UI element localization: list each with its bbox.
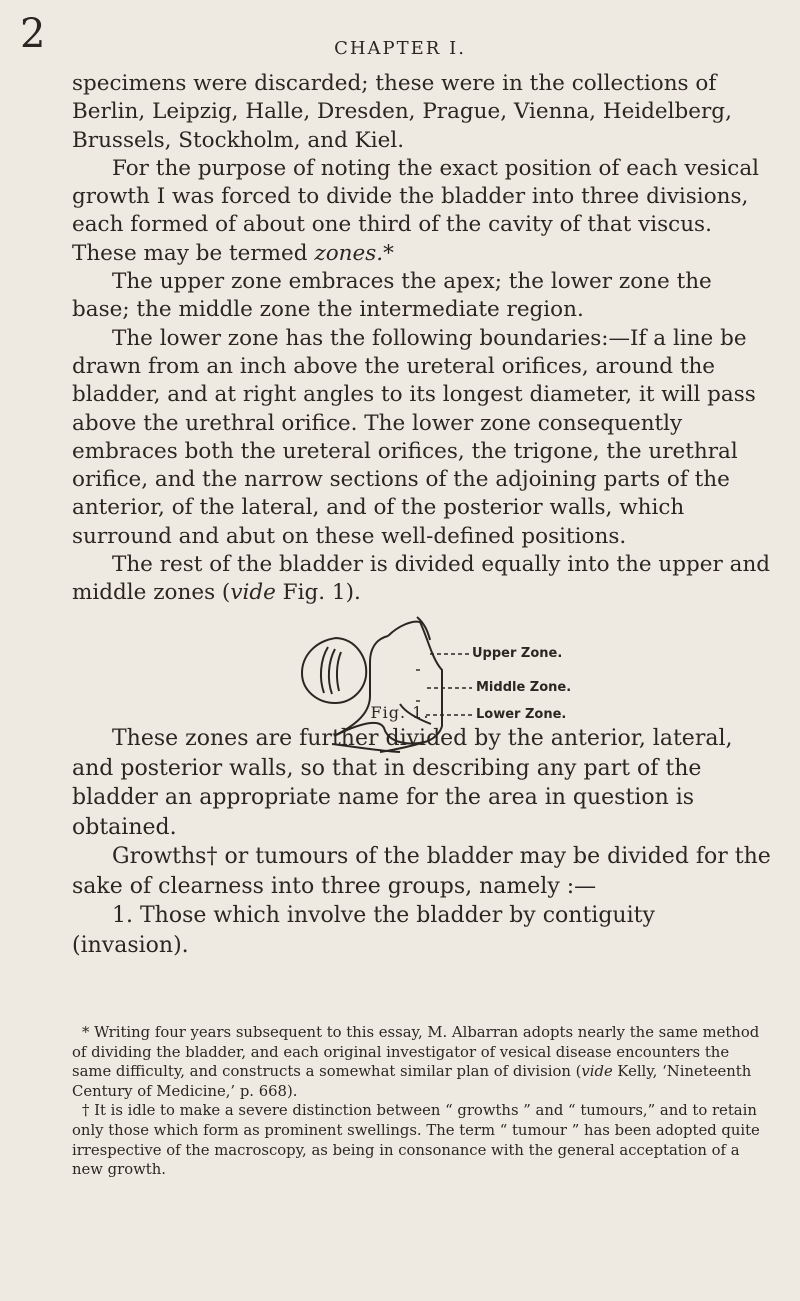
- footnote-1-italic: vide: [581, 1063, 613, 1081]
- footnote-2-mark: †: [82, 1102, 90, 1120]
- footnote-1-end: Kelly, ‘Nineteenth Century of Medicine,’ p. 668).: [72, 1063, 752, 1100]
- running-head: CHAPTER I.: [334, 38, 466, 59]
- footnote-1-text: Writing four years subsequent to this essay, M. Albarran adopts nearly the same method of dividing the bladder, and each original investigator of vesical disease encounters the same difficulty, and constructs a somewhat similar plan of division (: [72, 1024, 760, 1081]
- paragraph-2-text: For the purpose of noting the exact position of each vesical growth I was forced to divide the bladder into three divisions, each formed of about one third of the cavity of that viscus. These may be termed: [72, 155, 760, 266]
- footnote-1: [72, 1023, 772, 1101]
- body-text-top: [72, 70, 772, 608]
- paragraph-5-end: Fig. 1).: [275, 580, 361, 606]
- footnote-1-mark: *: [82, 1024, 90, 1041]
- body-text-mid: [72, 724, 772, 960]
- bladder-inner-line-1: [321, 647, 328, 693]
- footnote-2-text: It is idle to make a severe distinction between “ growths ” and “ tumours,” and to retain only those which form as prominent swellings. The term “ tumour ” has been adopted quite irrespective of the macroscopy, as being in consonance with the general acceptation of a new growth.: [72, 1102, 760, 1179]
- label-upper-zone: Upper Zone.: [472, 646, 563, 661]
- vide-italic: vide: [230, 580, 276, 606]
- bladder-outline-left: [302, 638, 366, 703]
- footnote-ref-star: *: [383, 240, 394, 266]
- paragraph-5-text: The rest of the bladder is divided equally into the upper and middle zones (: [72, 552, 771, 606]
- paragraph-7-start: Growths: [112, 844, 207, 869]
- paragraph-7-rest: or tumours of the bladder may be divided for the sake of clearness into three groups, namely :—: [72, 844, 771, 899]
- bladder-inner-line-3: [337, 652, 341, 691]
- figure-caption: Fig. 1.: [370, 703, 430, 722]
- page-number: 2: [20, 11, 46, 57]
- paragraph-8: 1. Those which involve the bladder by contiguity (invasion).: [72, 903, 655, 958]
- paragraph-2: [72, 155, 772, 268]
- zones-italic: zones.: [314, 240, 384, 266]
- label-middle-zone: Middle Zone.: [476, 680, 572, 695]
- paragraph-6: These zones are further divided by the anterior, lateral, and posterior walls, so that in describing any part of the bladder an appropriate name for the area in question is obtained.: [72, 726, 733, 840]
- bladder-inner-line-2: [329, 649, 335, 694]
- footnote-2: [72, 1101, 772, 1179]
- paragraph-4: The lower zone has the following boundaries:—If a line be drawn from an inch above the ureteral orifices, around the bladder, and at right angles to its longest diameter, it will pass above the urethral orifice. The lower zone consequently embraces both the ureteral orifices, the trigone, the urethral orifice, and the narrow sections of the adjoining parts of the anterior, of the lateral, and of the posterior walls, which surround and abut on these well-defined positions.: [72, 325, 756, 549]
- paragraph-1: specimens were discarded; these were in the collections of Berlin, Leipzig, Halle, Dresden, Prague, Vienna, Heidelberg, Brussels, Stockholm, and Kiel.: [72, 71, 732, 153]
- paragraph-3: The upper zone embraces the apex; the lower zone the base; the middle zone the intermediate region.: [72, 269, 712, 323]
- paragraph-7: [72, 842, 772, 901]
- footnote-ref-dagger: †: [206, 844, 218, 869]
- label-lower-zone: Lower Zone.: [476, 707, 567, 722]
- footnotes: [72, 1023, 772, 1180]
